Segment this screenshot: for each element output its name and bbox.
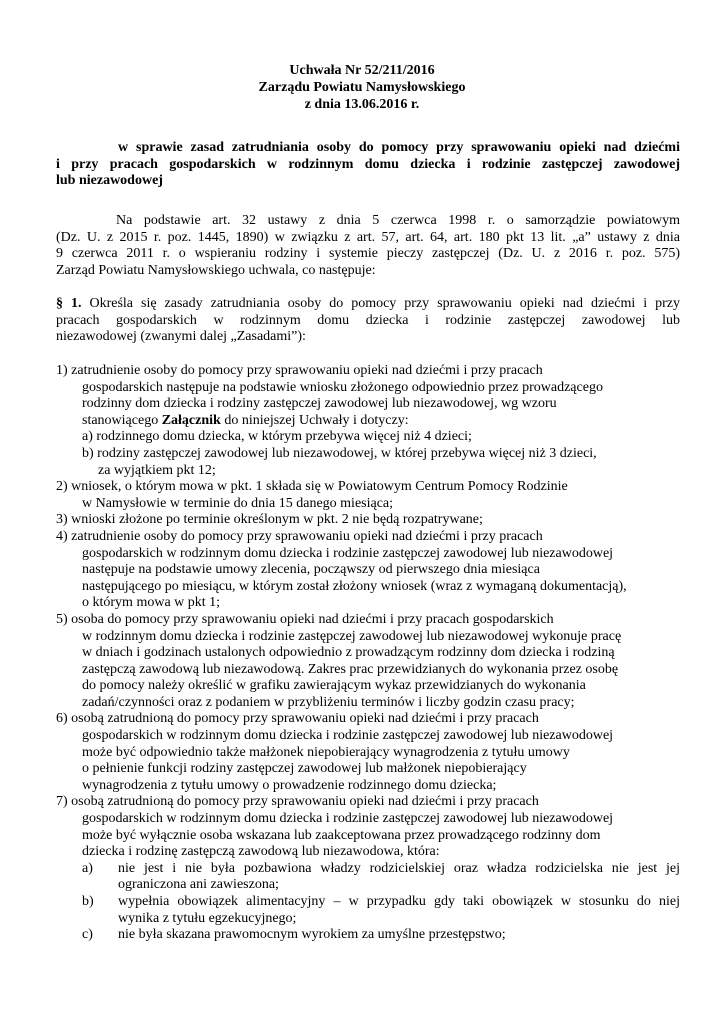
sublist-item: c) nie była skazana prawomocnym wyrokiem za umyślne przestępstwo; xyxy=(82,927,506,943)
section-1: § 1. Określa się zasady zatrudniania osoby do pomocy przy sprawowaniu opieki nad dziećmi i przy pracach gospodarskich w rodzinnym domu dziecka i rodzinie zastępczej zawodowej lub niezawodowej (zwanymi dalej „Zasadami”): xyxy=(56,296,680,345)
list-item: 4) zatrudnienie osoby do pomocy przy sprawowaniu opieki nad dziećmi i przy pracach gospodarskich w rodzinnym domu dziecka i rodzinie zastępczej zawodowej lub niezawodowej następuje na podstawie umowy zlecenia, począwszy od pierwszego dnia miesiąca następującego po miesiącu, w którym został złożony wniosek (wraz z wymaganą dokumentacją), o którym mowa w pkt 1; xyxy=(56,528,627,611)
list-item: 3) wnioski złożone po terminie określonym w pkt. 2 nie będą rozpatrywane; xyxy=(56,512,483,528)
list-item: 7) osobą zatrudnioną do pomocy przy sprawowaniu opieki nad dziećmi i przy pracach gospodarskich w rodzinnym domu dziecka i rodzinie zastępczej zawodowej lub niezawodowej może być wyłącznie osoba wskazana lub zaakceptowana przez prowadzącego rodzinny dom dziecka i rodzinę zastępczą zawodową lub niezawodowa, która: a) nie jest i nie była pozbawiona władzy rodzicielskiej oraz władza rodzicielska nie jest jej ograniczona ani zawieszona; b) wypełnia obowiązek alimentacyjny – w przypadku gdy taki obowiązek w stosunku do niej wynika z tytułu egzekucyjnego; c) nie była skazana prawomocnym wyrokiem za umyślne przestępstwo; xyxy=(56,794,680,943)
sublist xyxy=(56,861,680,944)
resolution-date: z dnia 13.06.2016 r. xyxy=(304,97,420,112)
list-item: 2) wniosek, o którym mowa w pkt. 1 składa się w Powiatowym Centrum Pomocy Rodzinie w Namysłowie w terminie do dnia 15 danego miesiąca; xyxy=(56,479,568,511)
list-item: 1) zatrudnienie osoby do pomocy przy sprawowaniu opieki nad dziećmi i przy pracach gospodarskich następuje na podstawie wniosku złożonego odpowiednio przez prowadzącego rodzinny dom dziecka i rodziny zastępczej zawodowej lub niezawodowej, wg wzoru stanowiącego Załącznik do niniejszej Uchwały i dotyczy: a) rodzinnego domu dziecka, w którym przebywa więcej niż 4 dzieci; b) rodziny zastępczej zawodowej lub niezawodowej, w której przebywa więcej niż 3 dzieci, za wyjątkiem pkt 12; xyxy=(56,363,603,478)
attachment-reference: Załącznik xyxy=(161,412,221,428)
list-item: 6) osobą zatrudnioną do pomocy przy sprawowaniu opieki nad dziećmi i przy pracach gospodarskich w rodzinnym domu dziecka i rodzinie zastępczej zawodowej lub niezawodowej może być odpowiednio także małżonek niepobierający wynagrodzenia z tytułu umowy o pełnienie funkcji rodziny zastępczej zawodowej lub małżonek niepobierający wynagrodzenia z tytułu umowy o prowadzenie rodzinnego domu dziecka; xyxy=(56,711,614,793)
resolution-header xyxy=(0,62,724,113)
rules-list xyxy=(56,363,680,944)
legal-basis: Na podstawie art. 32 ustawy z dnia 5 czerwca 1998 r. o samorządzie powiatowym (Dz. U. z 2015 r. poz. 1445, 1890) w związku z art. 57, art. 64, art. 180 pkt 13 lit. „a” ustawy z dnia 9 czerwca 2011 r. o wspieraniu rodziny i systemie pieczy zastępczej (Dz. U. z 2016 r. poz. 575) Zarząd Powiatu Namysłowskiego uchwala, co następuje: xyxy=(56,213,680,278)
section-label: § 1. xyxy=(56,296,82,311)
list-item: 5) osoba do pomocy przy sprawowaniu opieki nad dziećmi i przy pracach gospodarskich w rodzinnym domu dziecka i rodzinie zastępczej zawodowej lub niezawodowej wykonuje pracę w dniach i godzinach ustalonych odpowiednio z prowadzącym rodzinny dom dziecka i rodziną zastępczą zawodową lub niezawodową. Zakres prac przewidzianych do wykonania przez osobę do pomocy należy określić w grafiku zawierającym wykaz przewidzianych do wykonania zadań/czynności oraz z podaniem w przybliżeniu terminów i liczby godzin czasu pracy; xyxy=(56,611,622,710)
resolution-subject: w sprawie zasad zatrudniania osoby do pomocy przy sprawowaniu opieki nad dziećmi i przy pracach gospodarskich w rodzinnym domu dziecka i rodzinie zastępczej zawodowej lub niezawodowej xyxy=(56,140,680,188)
sublist-item: b) wypełnia obowiązek alimentacyjny – w przypadku gdy taki obowiązek w stosunku do niej wynika z tytułu egzekucyjnego; xyxy=(82,894,680,926)
sublist-item: a) nie jest i nie była pozbawiona władzy rodzicielskiej oraz władza rodzicielska nie jest jej ograniczona ani zawieszona; xyxy=(82,860,680,893)
resolution-number: Uchwała Nr 52/211/2016 xyxy=(289,63,435,78)
issuing-body: Zarządu Powiatu Namysłowskiego xyxy=(258,80,466,95)
